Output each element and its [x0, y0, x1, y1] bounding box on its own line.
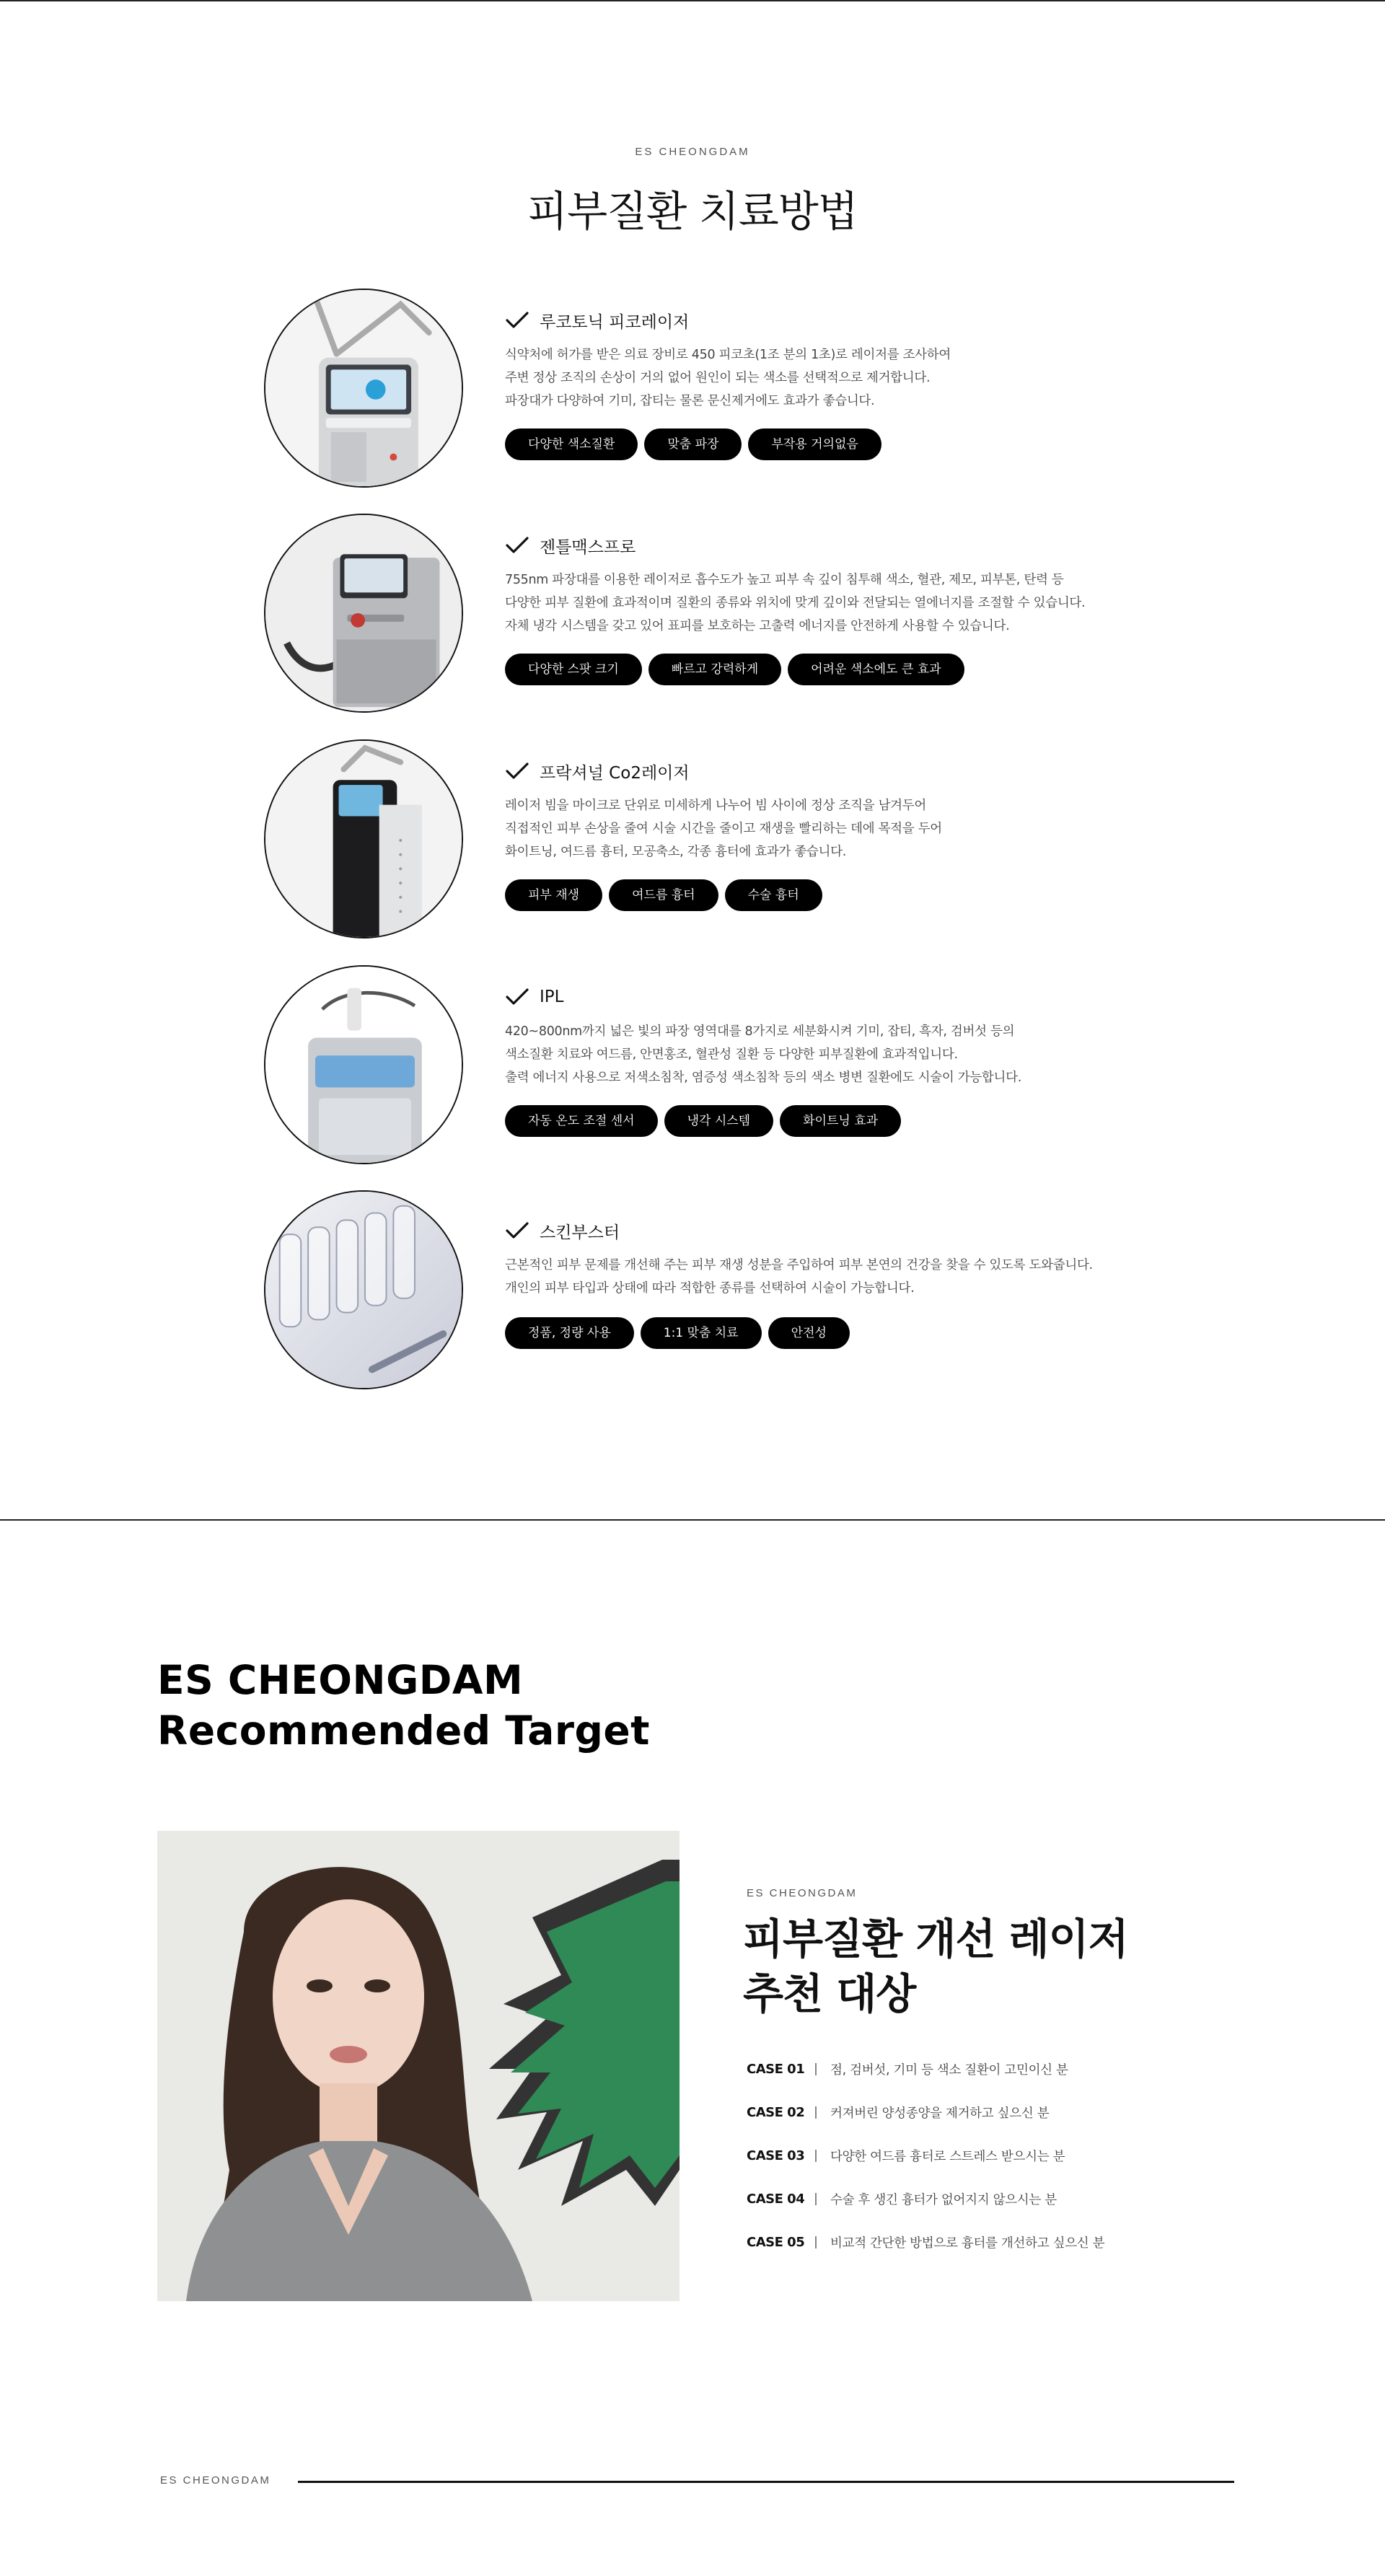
- case-list: [747, 2047, 1104, 2264]
- case-text: 점, 검버섯, 기미 등 색소 질환이 고민이신 분: [830, 2062, 1068, 2078]
- laser-device-image: [264, 514, 463, 713]
- footer-line: [298, 2481, 1234, 2483]
- check-icon: [505, 310, 529, 330]
- tag: 다양한 색소질환: [505, 428, 638, 460]
- tag-list: [505, 1317, 850, 1349]
- tag: 빠르고 강력하게: [648, 654, 781, 685]
- case-text: 비교적 간단한 방법으로 흉터를 개선하고 싶으신 분: [830, 2236, 1105, 2251]
- case-label: CASE 05: [747, 2234, 805, 2250]
- case-item: [747, 2220, 1104, 2264]
- case-text: 수술 후 생긴 흉터가 없어지지 않으시는 분: [830, 2192, 1057, 2207]
- tag-list: [505, 428, 881, 460]
- recommended-target-title: [157, 1655, 650, 1756]
- tag-list: [505, 879, 822, 911]
- description-line: 근본적인 피부 문제를 개선해 주는 피부 재생 성분을 주입하여 피부 본연의 건강을 찾을 수 있도록 도와줍니다.: [505, 1258, 1093, 1272]
- tag: 다양한 스팟 크기: [505, 654, 642, 685]
- tag: 여드름 흉터: [609, 879, 718, 911]
- treatment-title: 젠틀맥스프로: [540, 537, 636, 557]
- tag: 수술 흉터: [725, 879, 822, 911]
- treatment-item: [264, 965, 1130, 1167]
- description-line: 직접적인 피부 손상을 줄여 시술 시간을 줄이고 재생을 빨리하는 데에 목적을 두어: [505, 822, 942, 836]
- tag: 화이트닝 효과: [780, 1105, 901, 1137]
- model-photo: [157, 1831, 680, 2301]
- treatment-item: [264, 739, 1130, 941]
- case-separator: |: [814, 2062, 818, 2076]
- case-label: CASE 03: [747, 2148, 805, 2163]
- section-eyebrow: ES CHEONGDAM: [635, 146, 750, 158]
- target-eyebrow: ES CHEONGDAM: [747, 1887, 858, 1899]
- treatment-item: [264, 289, 1130, 491]
- treatment-description: [505, 794, 1154, 863]
- treatment-item: [264, 1190, 1130, 1392]
- treatment-title: 스킨부스터: [540, 1223, 620, 1242]
- case-separator: |: [814, 2192, 818, 2206]
- description-line: 색소질환 치료와 여드름, 안면홍조, 혈관성 질환 등 다양한 피부질환에 효과적입니다.: [505, 1047, 958, 1062]
- case-separator: |: [814, 2148, 818, 2163]
- treatment-description: [505, 1254, 1154, 1300]
- tag: 정품, 정량 사용: [505, 1317, 634, 1349]
- tag: 어려운 색소에도 큰 효과: [788, 654, 964, 685]
- description-line: 화이트닝, 여드름 흉터, 모공축소, 각종 흉터에 효과가 좋습니다.: [505, 845, 847, 859]
- treatment-description: [505, 343, 1154, 413]
- heading-line: 추천 대상: [743, 1969, 916, 2018]
- case-item: [747, 2091, 1104, 2134]
- check-icon: [505, 987, 529, 1007]
- case-separator: |: [814, 2105, 818, 2119]
- treatment-title: IPL: [540, 988, 564, 1006]
- description-line: 자체 냉각 시스템을 갖고 있어 표피를 보호하는 고출력 에너지를 안전하게 사용할 수 있습니다.: [505, 619, 1010, 633]
- treatment-description: [505, 568, 1154, 638]
- description-line: 다양한 피부 질환에 효과적이며 질환의 종류와 위치에 맞게 깊이와 전달되는 열에너지를 조절할 수 있습니다.: [505, 596, 1086, 610]
- case-label: CASE 01: [747, 2061, 805, 2077]
- treatment-heading: [505, 531, 636, 560]
- check-icon: [505, 1221, 529, 1241]
- treatment-title: 루코토닉 피코레이저: [540, 312, 690, 332]
- case-item: [747, 2047, 1104, 2091]
- target-heading: [743, 1912, 1128, 2021]
- tag: 자동 온도 조절 센서: [505, 1105, 658, 1137]
- footer-brand: ES CHEONGDAM: [160, 2474, 271, 2487]
- description-line: 식약처에 허가를 받은 의료 장비로 450 피코초(1조 분의 1초)로 레이저를 조사하여: [505, 348, 951, 362]
- tag: 맞춤 파장: [644, 428, 742, 460]
- case-item: [747, 2177, 1104, 2220]
- laser-device-image: [264, 289, 463, 488]
- treatment-heading: [505, 983, 563, 1011]
- description-line: 755nm 파장대를 이용한 레이저로 흡수도가 높고 피부 속 깊이 침투해 색소, 혈관, 제모, 피부톤, 탄력 등: [505, 573, 1064, 587]
- description-line: 420~800nm까지 넓은 빛의 파장 영역대를 8가지로 세분화시켜 기미, 잡티, 흑자, 검버섯 등의: [505, 1024, 1015, 1039]
- tag: 안전성: [768, 1317, 850, 1349]
- description-line: 파장대가 다양하여 기미, 잡티는 물론 문신제거에도 효과가 좋습니다.: [505, 394, 875, 408]
- title-line: ES CHEONGDAM: [157, 1657, 524, 1703]
- case-label: CASE 02: [747, 2104, 805, 2120]
- description-line: 레이저 빔을 마이크로 단위로 미세하게 나누어 빔 사이에 정상 조직을 남겨두어: [505, 799, 926, 813]
- case-text: 커져버린 양성종양을 제거하고 싶으신 분: [830, 2106, 1050, 2121]
- tag: 피부 재생: [505, 879, 602, 911]
- ampoule-vials-image: [264, 1190, 463, 1389]
- section-divider: [0, 1519, 1385, 1521]
- case-text: 다양한 여드름 흉터로 스트레스 받으시는 분: [830, 2149, 1065, 2164]
- treatment-heading: [505, 1216, 620, 1245]
- tag: 부작용 거의없음: [748, 428, 881, 460]
- case-label: CASE 04: [747, 2191, 805, 2207]
- title-line: Recommended Target: [157, 1707, 650, 1754]
- ipl-device-image: [264, 965, 463, 1164]
- section-title: 피부질환 치료방법: [527, 187, 858, 236]
- tag-list: [505, 654, 964, 685]
- tag: 냉각 시스템: [664, 1105, 774, 1137]
- treatment-heading: [505, 306, 689, 335]
- tag: 1:1 맞춤 치료: [641, 1317, 762, 1349]
- description-line: 주변 정상 조직의 손상이 거의 없어 원인이 되는 색소를 선택적으로 제거합니다.: [505, 371, 931, 385]
- check-icon: [505, 535, 529, 555]
- tag-list: [505, 1105, 901, 1137]
- heading-line: 피부질환 개선 레이저: [743, 1915, 1128, 1964]
- treatment-description: [505, 1020, 1154, 1089]
- case-separator: |: [814, 2235, 818, 2249]
- description-line: 개인의 피부 타입과 상태에 따라 적합한 종류를 선택하여 시술이 가능합니다.: [505, 1281, 915, 1296]
- check-icon: [505, 761, 529, 781]
- treatment-title: 프락셔널 Co2레이저: [540, 763, 690, 783]
- treatment-item: [264, 514, 1130, 716]
- laser-device-image: [264, 739, 463, 938]
- description-line: 출력 에너지 사용으로 저색소침착, 염증성 색소침착 등의 색소 병변 질환에도 시술이 가능합니다.: [505, 1071, 1022, 1085]
- case-item: [747, 2134, 1104, 2177]
- treatment-heading: [505, 757, 690, 786]
